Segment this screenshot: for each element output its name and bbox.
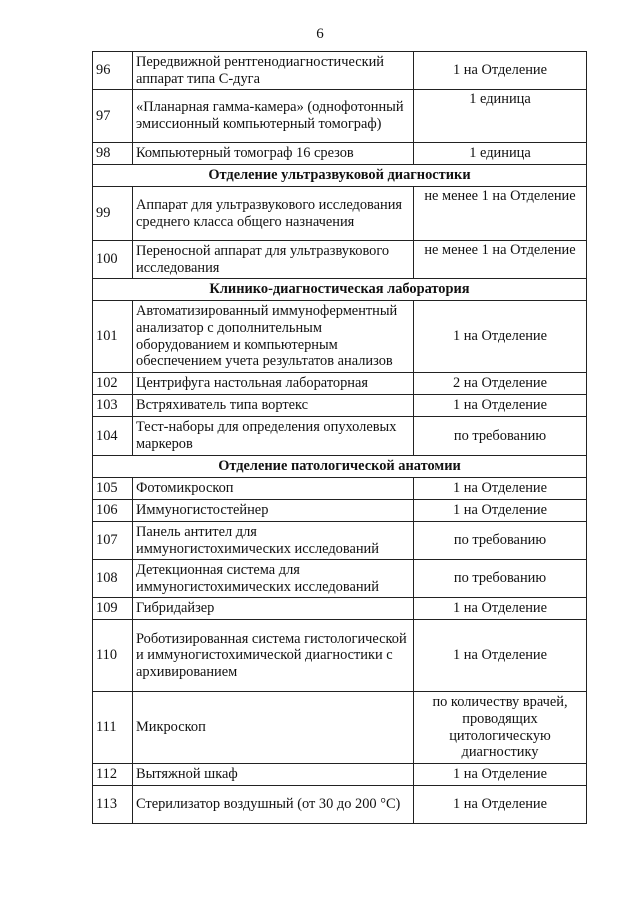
- item-number: 108: [93, 560, 133, 598]
- table-row: [93, 417, 587, 456]
- table-row: [93, 241, 587, 279]
- item-name: Переносной аппарат для ультразвукового исследования: [133, 241, 414, 279]
- table-row: [93, 373, 587, 395]
- item-quantity: 2 на Отделение: [414, 373, 587, 395]
- item-name: Микроскоп: [133, 692, 414, 764]
- item-quantity: по требованию: [414, 417, 587, 456]
- item-quantity: 1 единица: [414, 143, 587, 165]
- table-row: [93, 52, 587, 90]
- item-number: 106: [93, 500, 133, 522]
- table-row: [93, 692, 587, 764]
- equipment-table-body: [93, 52, 587, 824]
- item-quantity: 1 на Отделение: [414, 52, 587, 90]
- section-header-row: [93, 165, 587, 187]
- section-title: Отделение ультразвуковой диагностики: [93, 165, 587, 187]
- table-row: [93, 764, 587, 786]
- item-name: Передвижной рентгенодиагностический аппарат типа С-дуга: [133, 52, 414, 90]
- table-row: [93, 522, 587, 560]
- item-number: 105: [93, 478, 133, 500]
- item-number: 107: [93, 522, 133, 560]
- section-header-row: [93, 456, 587, 478]
- item-name: Встряхиватель типа вортекс: [133, 395, 414, 417]
- table-row: [93, 620, 587, 692]
- section-title: Отделение патологической анатомии: [93, 456, 587, 478]
- page-number: 6: [316, 26, 324, 42]
- item-quantity: 1 на Отделение: [414, 478, 587, 500]
- section-header-row: [93, 279, 587, 301]
- table-row: [93, 395, 587, 417]
- item-number: 96: [93, 52, 133, 90]
- item-name: Компьютерный томограф 16 срезов: [133, 143, 414, 165]
- table-row: [93, 500, 587, 522]
- item-quantity: 1 на Отделение: [414, 500, 587, 522]
- item-name: Фотомикроскоп: [133, 478, 414, 500]
- table-row: [93, 187, 587, 241]
- item-name: Роботизированная система гистологической и иммуногистохимической диагностики с архивированием: [133, 620, 414, 692]
- item-number: 113: [93, 786, 133, 824]
- item-quantity: 1 на Отделение: [414, 598, 587, 620]
- item-quantity: по требованию: [414, 560, 587, 598]
- section-title: Клинико-диагностическая лаборатория: [93, 279, 587, 301]
- item-quantity: по количеству врачей, проводящих цитологическую диагностику: [414, 692, 587, 764]
- item-quantity: по требованию: [414, 522, 587, 560]
- item-number: 102: [93, 373, 133, 395]
- item-name: Панель антител для иммуногистохимических исследований: [133, 522, 414, 560]
- item-name: Автоматизированный иммуноферментный анализатор с дополнительным оборудованием и компьютерным обеспечением учета результатов анализов: [133, 301, 414, 373]
- item-number: 111: [93, 692, 133, 764]
- item-name: Гибридайзер: [133, 598, 414, 620]
- table-row: [93, 598, 587, 620]
- item-number: 109: [93, 598, 133, 620]
- item-quantity: 1 на Отделение: [414, 764, 587, 786]
- item-number: 103: [93, 395, 133, 417]
- item-number: 104: [93, 417, 133, 456]
- item-number: 100: [93, 241, 133, 279]
- item-number: 101: [93, 301, 133, 373]
- table-row: [93, 143, 587, 165]
- item-quantity: не менее 1 на Отделение: [414, 187, 587, 241]
- item-name: Иммуногистостейнер: [133, 500, 414, 522]
- item-name: Детекционная система для иммуногистохимических исследований: [133, 560, 414, 598]
- item-quantity: 1 на Отделение: [414, 786, 587, 824]
- table-row: [93, 478, 587, 500]
- table-row: [93, 560, 587, 598]
- table-row: [93, 786, 587, 824]
- item-name: Стерилизатор воздушный (от 30 до 200 °С): [133, 786, 414, 824]
- item-name: Центрифуга настольная лабораторная: [133, 373, 414, 395]
- item-name: Тест-наборы для определения опухолевых маркеров: [133, 417, 414, 456]
- item-quantity: 1 на Отделение: [414, 620, 587, 692]
- item-number: 97: [93, 90, 133, 143]
- item-name: Вытяжной шкаф: [133, 764, 414, 786]
- table-row: [93, 90, 587, 143]
- item-number: 99: [93, 187, 133, 241]
- item-name: «Планарная гамма-камера» (однофотонный эмиссионный компьютерный томограф): [133, 90, 414, 143]
- item-quantity: 1 на Отделение: [414, 301, 587, 373]
- item-number: 110: [93, 620, 133, 692]
- table-row: [93, 301, 587, 373]
- equipment-table: [92, 51, 587, 824]
- item-number: 98: [93, 143, 133, 165]
- item-quantity: не менее 1 на Отделение: [414, 241, 587, 279]
- item-name: Аппарат для ультразвукового исследования среднего класса общего назначения: [133, 187, 414, 241]
- item-number: 112: [93, 764, 133, 786]
- item-quantity: 1 единица: [414, 90, 587, 143]
- item-quantity: 1 на Отделение: [414, 395, 587, 417]
